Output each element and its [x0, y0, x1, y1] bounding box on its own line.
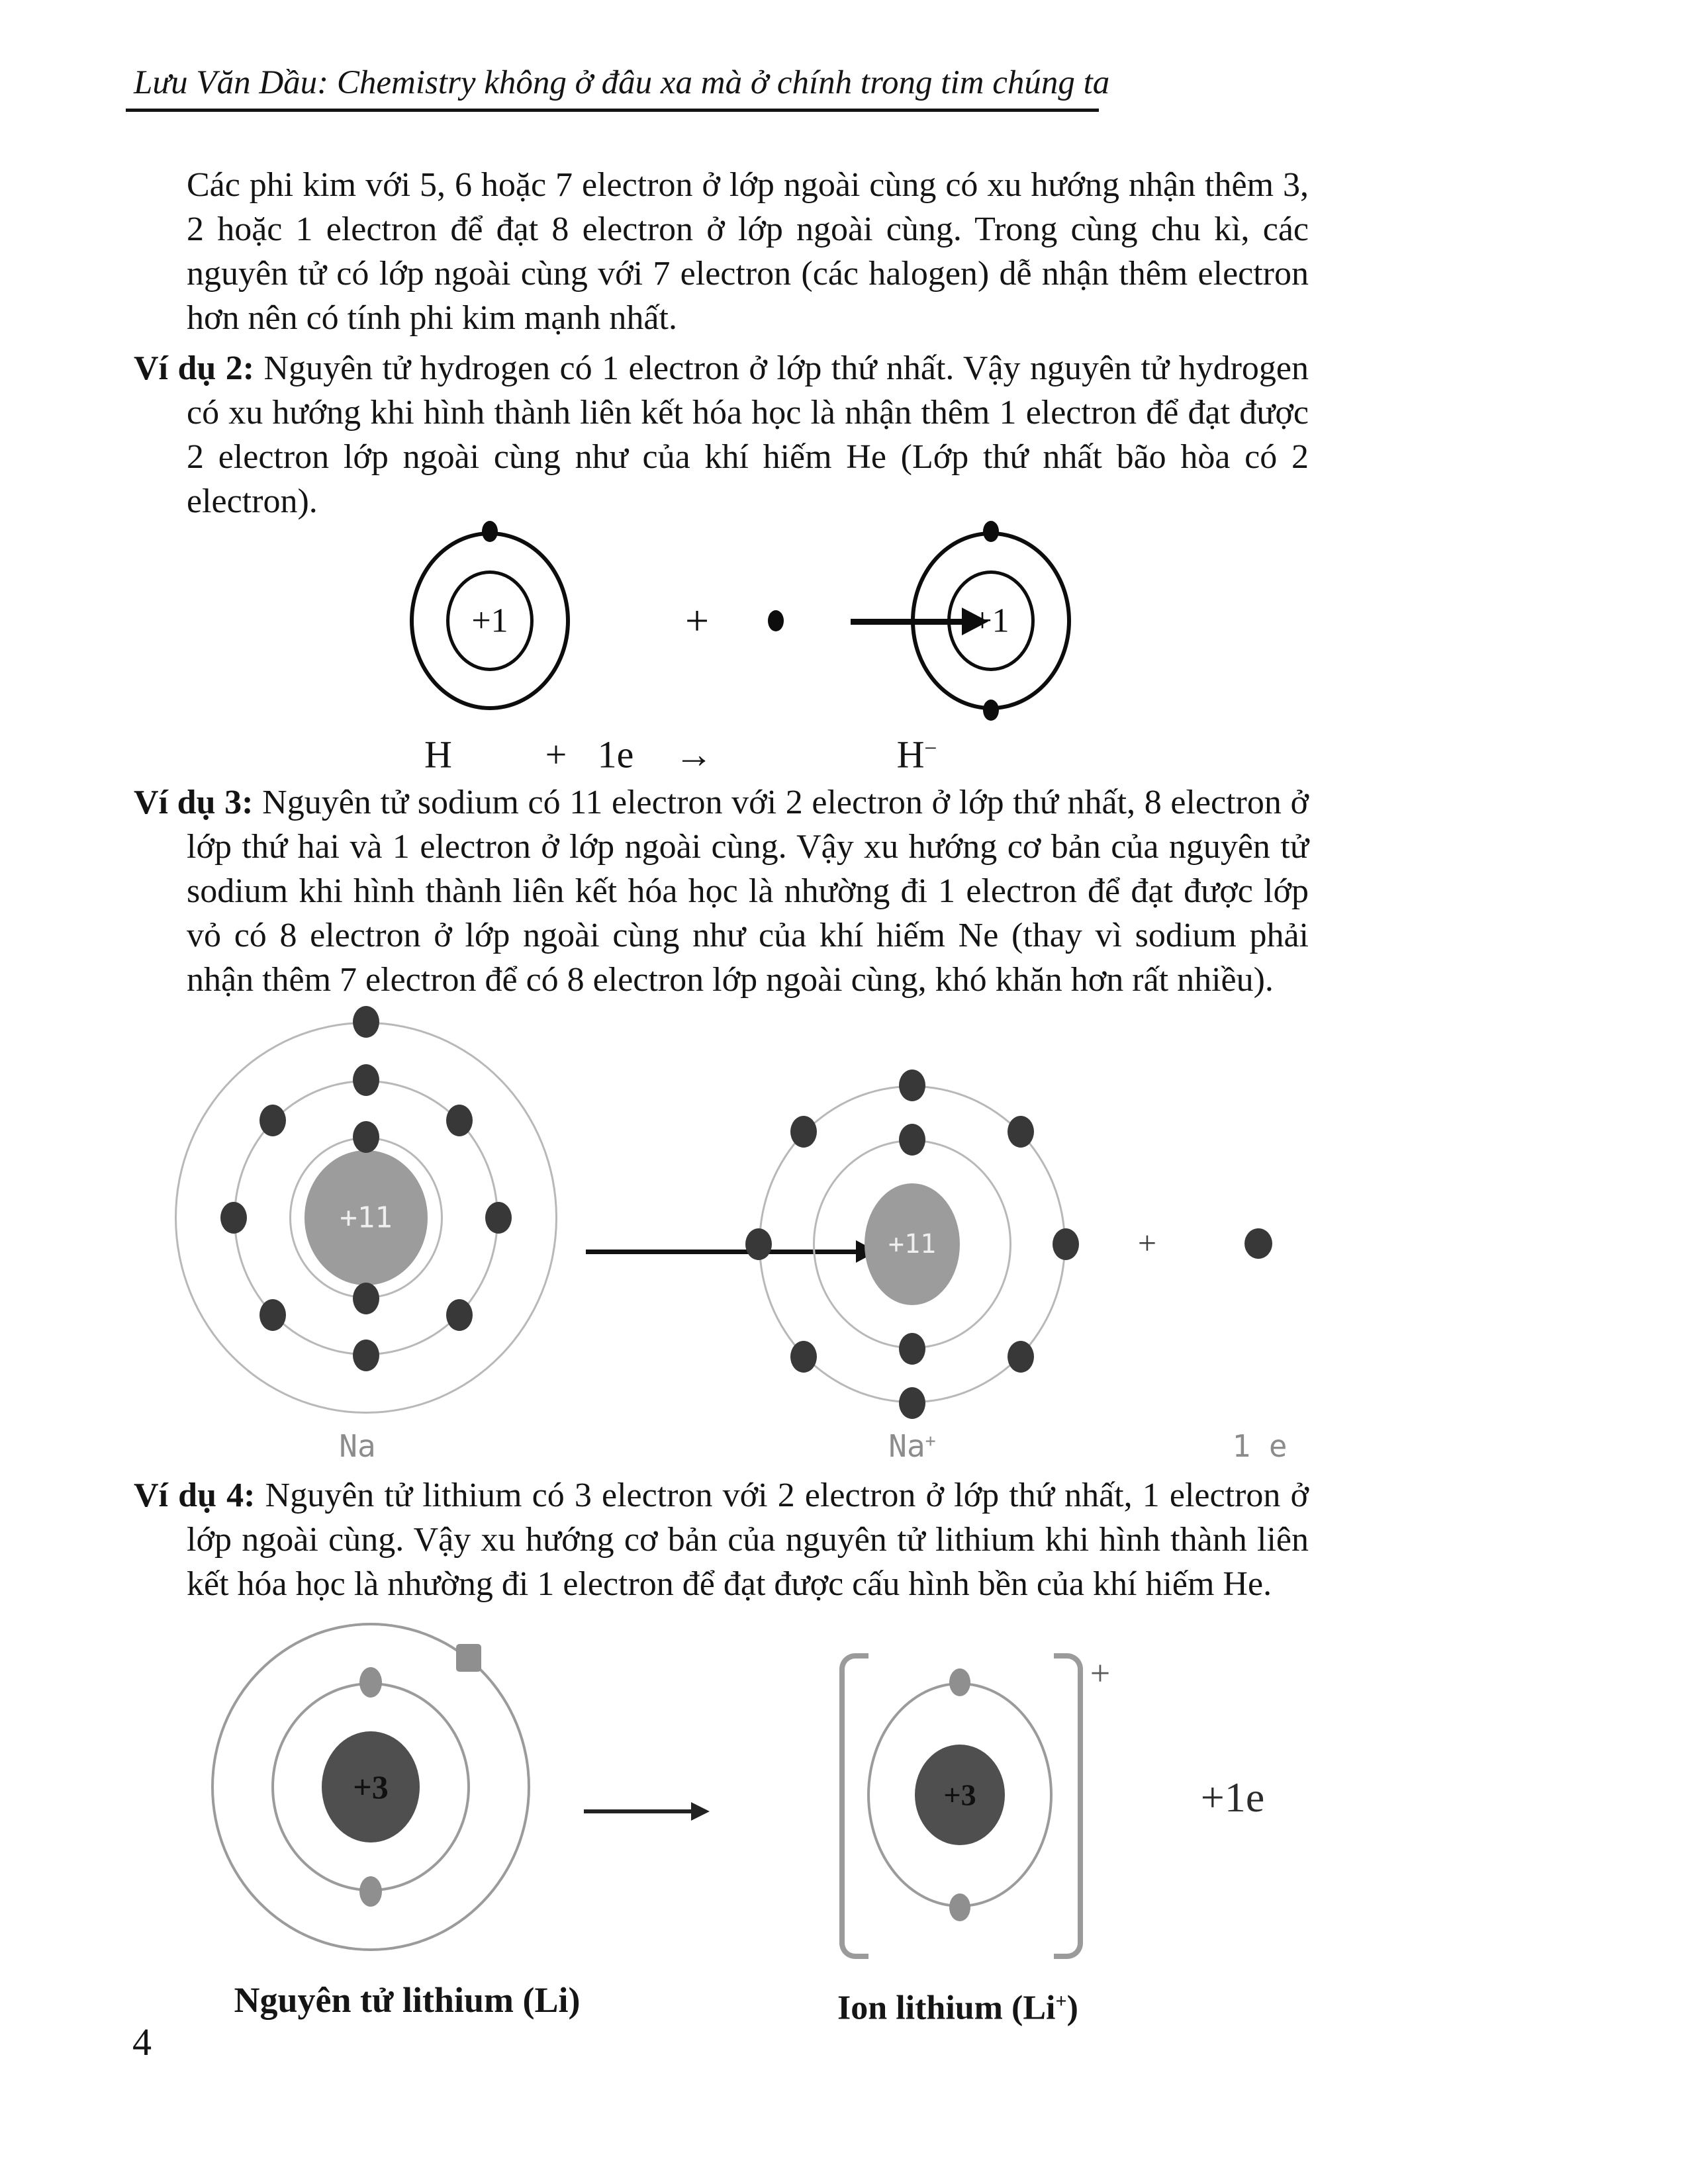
- electron: [1053, 1228, 1079, 1260]
- electron: [983, 700, 999, 721]
- electron: [983, 521, 999, 542]
- electron: [899, 1124, 925, 1156]
- equation-h: H: [424, 733, 452, 776]
- electron-label: 1 e: [1232, 1428, 1288, 1464]
- lithium-atom-label: Nguyên tử lithium (Li): [234, 1980, 581, 2020]
- header-title: Lưu Văn Dầu: Chemistry không ở đâu xa mà ở chính trong tim chúng ta: [134, 64, 1110, 101]
- electron: [353, 1340, 379, 1371]
- sodium-ion-label: [888, 1428, 935, 1464]
- electron: [899, 1387, 925, 1419]
- electron-dot: [1244, 1228, 1272, 1259]
- arrow-shaft: [584, 1809, 691, 1813]
- paragraph-text: Nguyên tử sodium có 11 electron với 2 electron ở lớp thứ nhất, 8 electron ở lớp thứ hai và 1 electron ở lớp ngoài cùng. Vậy xu hướng cơ bản của nguyên tử sodium khi hình thành liên kết hóa học là nhường đi 1 electron để đạt được lớp vỏ có 8 electron ở lớp ngoài cùng như của khí hiếm Ne (thay vì sodium phải nhận thêm 7 electron để có 8 electron lớp ngoài cùng, khó khăn hơn rất nhiều).: [187, 784, 1309, 999]
- electron: [790, 1341, 817, 1373]
- electron: [1008, 1341, 1034, 1373]
- electron: [1008, 1116, 1034, 1148]
- nucleus-charge-label: +11: [340, 1201, 393, 1235]
- hydride-base: H: [896, 733, 925, 776]
- electron: [899, 1069, 925, 1101]
- electron: [353, 1064, 379, 1096]
- paragraph-text: Nguyên tử hydrogen có 1 electron ở lớp thứ nhất. Vậy nguyên tử hydrogen có xu hướng khi hình thành liên kết hóa học là nhận thêm 1 electron để đạt được 2 electron lớp ngoài cùng như của khí hiếm He (Lớp thứ nhất bão hòa có 2 electron).: [187, 349, 1309, 520]
- paragraph-vidu4: [134, 1473, 1309, 1606]
- electron: [949, 1668, 970, 1696]
- electron: [790, 1116, 817, 1148]
- electron: [482, 521, 498, 542]
- nucleus-charge-label: +1: [972, 602, 1009, 640]
- electron: [259, 1299, 286, 1331]
- plus-sign: +: [1137, 1224, 1157, 1261]
- lithium-ion-superscript: +: [1055, 1989, 1067, 2013]
- paragraph-text: Nguyên tử lithium có 3 electron với 2 electron ở lớp thứ nhất, 1 electron ở lớp ngoài cùng. Vậy xu hướng cơ bản của nguyên tử lithium khi hình thành liên kết hóa học là nhường đi 1 electron để đạt được cấu hình bền của khí hiếm He.: [187, 1477, 1309, 1603]
- lithium-ion-label: [837, 1989, 1078, 2028]
- equation-electron: 1e: [597, 733, 634, 776]
- sodium-ion-base: Na: [888, 1428, 925, 1464]
- example-label: Ví dụ 4:: [134, 1477, 256, 1514]
- arrow-head: [691, 1802, 710, 1821]
- electron: [949, 1893, 970, 1921]
- electron: [359, 1667, 382, 1698]
- plus-1e-label: +1e: [1200, 1774, 1265, 1821]
- electron: [485, 1202, 512, 1234]
- right-bracket: [1054, 1653, 1083, 1959]
- page-number: 4: [132, 2021, 152, 2064]
- electron: [899, 1333, 925, 1365]
- electron: [456, 1644, 481, 1672]
- nucleus-charge-label: +1: [471, 602, 508, 640]
- nucleus-charge-label: +11: [888, 1229, 937, 1259]
- electron: [220, 1202, 247, 1234]
- hydride-superscript: −: [924, 736, 937, 760]
- paragraph-text: Các phi kim với 5, 6 hoặc 7 electron ở lớp ngoài cùng có xu hướng nhận thêm 3, 2 hoặc 1 electron để đạt 8 electron ở lớp ngoài cùng. Trong cùng chu kì, các nguyên tử có lớp ngoài cùng với 7 electron (các halogen) dễ nhận thêm electron hơn nên có tính phi kim mạnh nhất.: [187, 166, 1309, 337]
- sodium-label: Na: [339, 1428, 376, 1464]
- electron-dot: [768, 610, 784, 631]
- example-label: Ví dụ 3:: [134, 784, 254, 821]
- lithium-ion-close: ): [1066, 1989, 1078, 2027]
- equation-arrow: →: [675, 733, 713, 776]
- electron: [259, 1105, 286, 1136]
- example-label: Ví dụ 2:: [134, 349, 255, 387]
- nucleus-charge-label: +3: [943, 1778, 976, 1812]
- equation-plus: +: [545, 733, 567, 776]
- page-header: [126, 64, 1110, 112]
- electron: [353, 1121, 379, 1153]
- paragraph-intro: [187, 163, 1309, 340]
- paragraph-vidu2: [134, 346, 1309, 523]
- reaction-arrow: [584, 1802, 710, 1821]
- electron: [353, 1006, 379, 1038]
- paragraph-vidu3: [134, 780, 1309, 1002]
- electron: [745, 1228, 772, 1260]
- electron: [359, 1876, 382, 1907]
- equation-hydride: [897, 733, 937, 777]
- ion-charge-superscript: +: [1090, 1653, 1111, 1693]
- lithium-ion-base: Ion lithium (Li: [837, 1989, 1056, 2027]
- sodium-ion-superscript: +: [925, 1431, 936, 1452]
- electron: [353, 1283, 379, 1314]
- left-bracket: [839, 1653, 868, 1959]
- nucleus-charge-label: +3: [353, 1768, 389, 1805]
- plus-sign: +: [684, 597, 710, 644]
